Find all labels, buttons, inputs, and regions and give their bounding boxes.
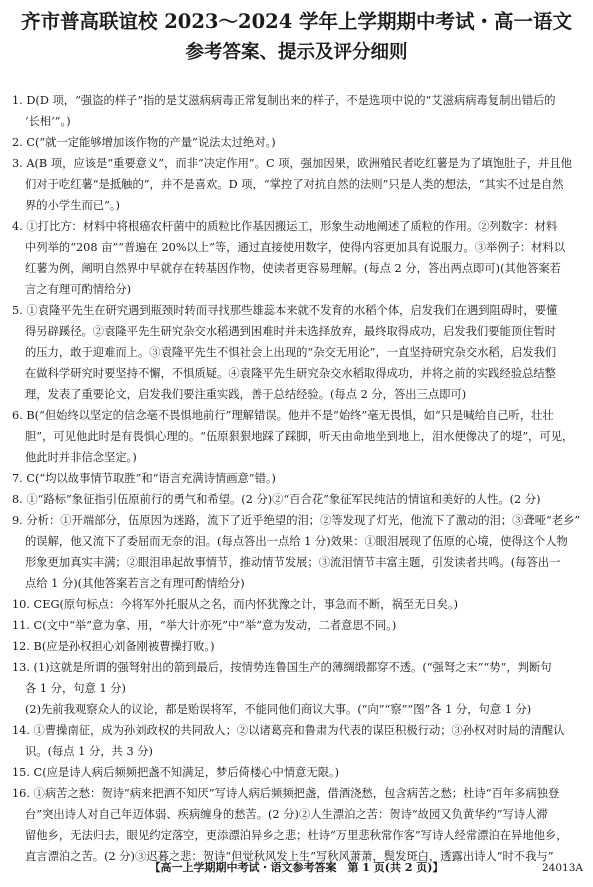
text-line: 15. C(应是诗人病后频频把盏不知满足，梦后倚楼心中情意无限。) — [12, 766, 340, 779]
text-line: 8. ①“路标”象征指引伍原前行的勇气和希望。(2 分)②“百合花”象征军民纯洁的情谊和美好的人性。(2 分) — [12, 493, 541, 506]
footer-code: 24013A — [542, 862, 583, 874]
text-line: 直言漂泊之苦。(2 分)③迟暮之悲：贺诗“但觉秋风发上生”写秋风萧萧，鬓发斑白，透露出诗人“时不我与” — [25, 850, 554, 863]
page-footer — [0, 859, 593, 877]
text-line: 13. (1)这就是所谓的强弩射出的箭到最后，按情势连鲁国生产的薄绸缎都穿不透。(“强弩之末”“势”，判断句 — [12, 661, 552, 674]
text-line: 3. A(B 项，应该是“重要意义”，而非“决定作用”。C 项，强加因果，欧洲殖民者吃红薯是为了填饱肚子，并且他 — [12, 157, 572, 170]
text-line: 理，发表了重要论文，启发我们要注重实践，善于总结经验。(每点 2 分，答出三点即可) — [25, 388, 467, 401]
text-line: 1. D(D 项，“强盗的样子”指的是艾滋病病毒正常复制出来的样子，不是选项中说的“艾滋病病毒复制出错后的 — [12, 94, 556, 107]
text-line: 中列举的“208 亩”“普遍在 20%以上”等，通过直接使用数字，使得内容更加具有说服力。③举例子：材料以 — [25, 241, 566, 254]
text-line: 各 1 分，句意 1 分) — [25, 682, 126, 695]
text-line: ‘长相’”。) — [25, 115, 71, 128]
text-line: 14. ①曹操南征，成为孙刘政权的共同敌人；②以诸葛亮和鲁肃为代表的谋臣积极行动；③孙权对时局的清醒认 — [12, 724, 565, 737]
text-line: 11. C(文中“举”意为拿、用，“举大计亦死”中“举”意为发动，二者意思不同。) — [12, 619, 397, 632]
text-line: 9. 分析：①开端部分，伍原因为迷路，流下了近乎绝望的泪；②等发现了灯光，他流下了激动的泪；③聋哑“老乡” — [12, 514, 581, 527]
text-line: (2)先前我观察众人的议论，都是贻误将军，不能同他们商议大事。(“向”“察”“图”各 1 分，句意 1 分) — [25, 703, 532, 716]
text-line: 识。(每点 1 分，共 3 分) — [25, 745, 153, 758]
text-line: 言之有理可酌情给分) — [25, 283, 132, 296]
text-line: 形象更加真实丰满；②眼泪串起故事情节，推动情节发展；③流泪情节丰富主题，引发读者共鸣。(每答出一 — [25, 556, 561, 569]
answer-text-body — [12, 90, 584, 867]
text-line: 在做科学研究时要坚持不懈，不惧质疑。④袁隆平先生研究杂交水稻取得成功，并将之前的实践经验总结整 — [25, 367, 556, 380]
text-line: 2. C(“就一定能够增加该作物的产量”说法太过绝对。) — [12, 136, 276, 149]
text-line: 5. ①袁隆平先生在研究遇到瓶颈时转而寻找那些雄蕊本来就不发育的水稻个体，启发我们在遇到阻碍时，要懂 — [12, 304, 558, 317]
text-line: 的压力，敢于迎难而上。③袁隆平先生不惧社会上出现的“杂交无用论”，一直坚持研究杂交水稻，启发我们 — [25, 346, 557, 359]
document-title: 齐市普高联谊校 2023～2024 学年上学期期中考试・高一语文 — [20, 10, 573, 33]
text-line: 6. B(“但始终以坚定的信念毫不畏惧地前行”理解错误。他并不是“始终”毫无畏惧，如“只是喊给自己听，壮壮 — [12, 409, 554, 422]
text-line: 他此时并非信念坚定。) — [25, 451, 137, 464]
text-line: 台”突出诗人对自己年迈体弱、疾病缠身的愁苦。(2 分)②人生漂泊之苦：贺诗“故园又负黄华约”写诗人滞 — [25, 808, 548, 821]
document-subtitle: 参考答案、提示及评分细则 — [185, 42, 408, 63]
text-line: 16. ①病苦之愁：贺诗“病来把酒不知厌”写诗人病后频频把盏，借酒浇愁，包含病苦之愁；杜诗“百年多病独登 — [12, 787, 560, 800]
text-line: 界的小学生而已”。) — [25, 199, 120, 212]
text-line: 留他乡，无法归去，眼见约定落空，更添漂泊异乡之悲；杜诗“万里悲秋常作客”写诗人经常漂泊在异地他乡， — [25, 829, 568, 842]
text-line: 12. B(应是孙权担心刘备刚被曹操打败。) — [12, 640, 215, 653]
text-line: 红薯为例，阐明自然界中早就存在转基因作物，使读者更容易理解。(每点 2 分，答出两点即可)(其他答案若 — [25, 262, 561, 275]
text-line: 的误解，他又流下了委屈而无奈的泪。(每点答出一点给 1 分)效果：①眼泪展现了伍原的心境，使得这个人物 — [25, 535, 568, 548]
text-line: 们对于吃红薯“是抵触的”，并不是喜欢。D 项，“掌控了对抗自然的法则”只是人类的想法，“其实不过是自然 — [25, 178, 564, 191]
text-line: 10. CEG(原句标点：今将军外托服从之名，而内怀犹豫之计，事急而不断，祸至无日矣。) — [12, 598, 459, 611]
text-line: 胆”，可见他此时是有畏惧心理的。“伍原狠狠地踩了踩脚，听天由命地坐到地上，泪水便像决了的堤”，可见， — [25, 430, 574, 443]
text-line: 得另辟蹊径。②袁隆平先生研究杂交水稻遇到困难时并未选择放弃，最终取得成功，启发我们要能顶住暂时 — [25, 325, 556, 338]
text-line: 点给 1 分)(其他答案若言之有理可酌情给分) — [25, 577, 245, 590]
text-line: 4. ①打比方：材料中将根癌农杆菌中的质粒比作基因搬运工，形象生动地阐述了质粒的作用。②列数字：材料 — [12, 220, 558, 233]
text-line: 7. C(“均以故事情节取胜”和“语言充满诗情画意”错。) — [12, 472, 276, 485]
footer-label: 【高一上学期期中考试・语文参考答案 第 1 页(共 2 页)】 — [149, 861, 444, 874]
